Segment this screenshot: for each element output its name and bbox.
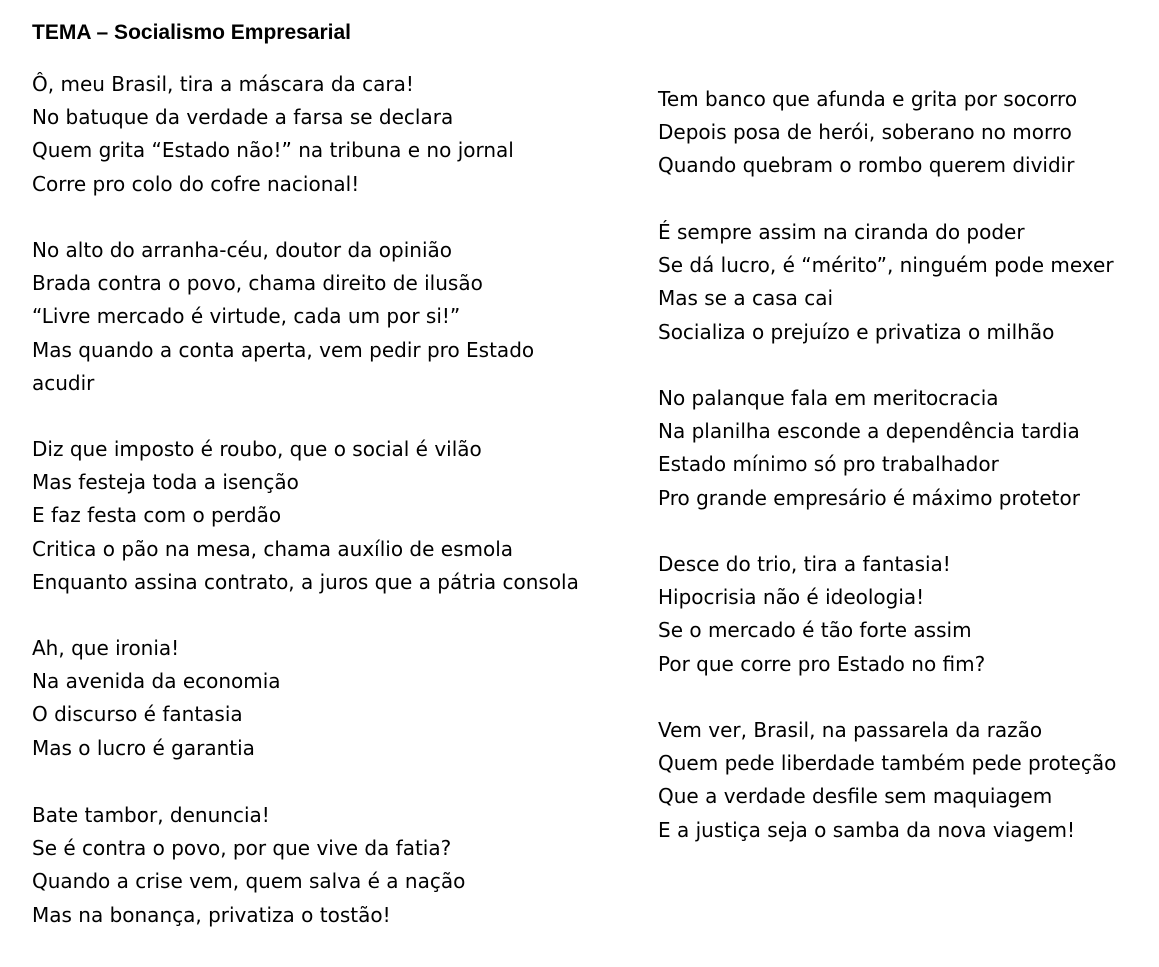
verse-line: No palanque fala em meritocracia (658, 386, 999, 410)
verse-line: Quando quebram o rombo querem dividir (658, 153, 1075, 178)
verse-line: É sempre assim na ciranda do poder (658, 220, 1025, 244)
verse-line: Critica o pão na mesa, chama auxílio de esmola (32, 536, 514, 561)
stanza (658, 216, 1114, 349)
verse-line: Desce do trio, tira a fantasia! (658, 552, 951, 576)
verse-line: Que a verdade desfile sem maquiagem (658, 784, 1053, 809)
verse-line: Na avenida da economia (32, 669, 281, 694)
stanza (32, 433, 579, 599)
verse-line: Na planilha esconde a dependência tardia (658, 419, 1080, 444)
stanza (658, 83, 1077, 183)
verse-line: Tem banco que afunda e grita por socorro (658, 87, 1078, 111)
verse-line: Mas o lucro é garantia (32, 735, 255, 760)
stanza (32, 632, 281, 765)
verse-line: Vem ver, Brasil, na passarela da razão (658, 718, 1043, 742)
verse-line: Mas na bonança, privatiza o tostão! (32, 902, 391, 927)
verse-line: Quem pede liberdade também pede proteção (658, 751, 1117, 776)
verse-line: Estado mínimo só pro trabalhador (658, 452, 999, 477)
verse-line: Mas se a casa cai (658, 286, 834, 311)
verse-line: No batuque da verdade a farsa se declara (32, 105, 454, 130)
stanza (658, 382, 1080, 515)
stanza (32, 799, 465, 932)
verse-line: No alto do arranha-céu, doutor da opinião (32, 238, 452, 262)
stanza (658, 548, 985, 681)
verse-line: Por que corre pro Estado no fim? (658, 651, 986, 676)
verse-line: E faz festa com o perdão (32, 503, 282, 528)
verse-line: Se é contra o povo, por que vive da fatia? (32, 836, 452, 861)
verse-line: Bate tambor, denuncia! (32, 803, 270, 827)
verse-line: Hipocrisia não é ideologia! (658, 585, 925, 610)
stanza (32, 68, 514, 201)
verse-line: E a justiça seja o samba da nova viagem! (658, 817, 1076, 842)
stanza (32, 234, 592, 400)
verse-line: Mas quando a conta aperta, vem pedir pro Estado acudir (32, 337, 535, 395)
verse-line: O discurso é fantasia (32, 702, 243, 727)
verse-line: Quem grita “Estado não!” na tribuna e no jornal (32, 138, 514, 163)
verse-line: Pro grande empresário é máximo protetor (658, 485, 1080, 510)
verse-line: Quando a crise vem, quem salva é a nação (32, 869, 466, 894)
page-title: TEMA – Socialismo Empresarial (32, 21, 352, 44)
verse-line: Se dá lucro, é “mérito”, ninguém pode mexer (658, 253, 1114, 278)
verse-line: Ô, meu Brasil, tira a máscara da cara! (32, 72, 414, 96)
verse-line: Diz que imposto é roubo, que o social é vilão (32, 437, 482, 461)
verse-line: Ah, que ironia! (32, 636, 180, 660)
stanza (658, 714, 1116, 847)
verse-line: Depois posa de herói, soberano no morro (658, 120, 1072, 145)
verse-line: Se o mercado é tão forte assim (658, 618, 972, 643)
verse-line: Socializa o prejuízo e privatiza o milhão (658, 319, 1055, 344)
verse-line: Corre pro colo do cofre nacional! (32, 171, 360, 196)
verse-line: Enquanto assina contrato, a juros que a pátria consola (32, 569, 579, 594)
verse-line: Mas festeja toda a isenção (32, 470, 299, 495)
verse-line: “Livre mercado é virtude, cada um por si!” (32, 304, 461, 329)
verse-line: Brada contra o povo, chama direito de ilusão (32, 271, 483, 296)
